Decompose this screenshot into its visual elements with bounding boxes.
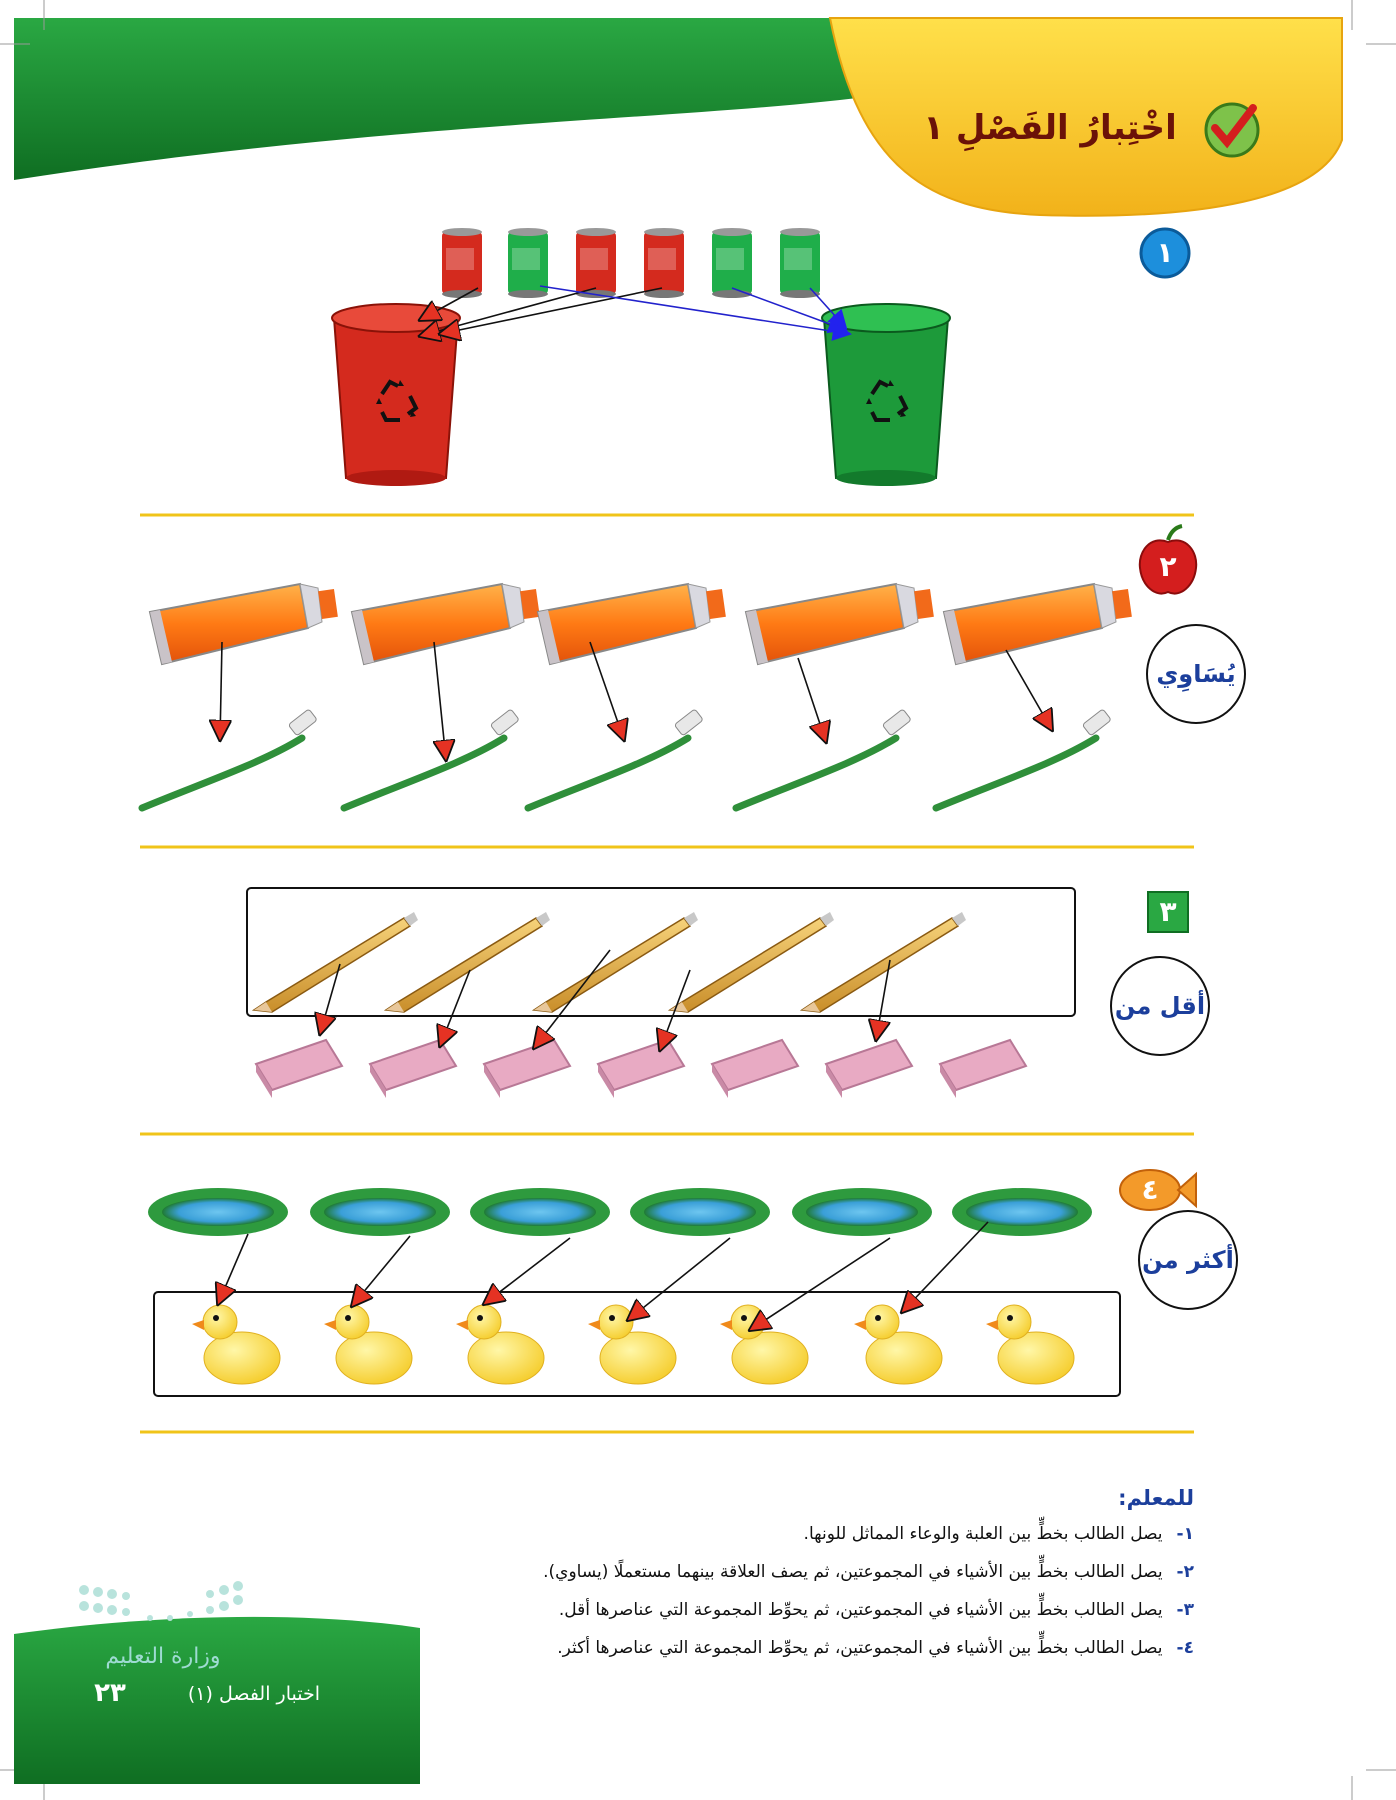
page-title: اخْتِبارُ الفَصْلِ ١ <box>923 108 1177 148</box>
can-green-1 <box>508 228 548 298</box>
q2-answer-lines <box>220 642 1052 760</box>
note-text: يصل الطالب بخطٍّ بين العلبة والوعاء المماثل للونها. <box>803 1524 1163 1544</box>
teacher-notes-title: للمعلم: <box>1118 1486 1194 1510</box>
green-recycle-bin <box>822 304 950 486</box>
can-red-2 <box>576 228 616 298</box>
toothbrush-row <box>142 709 1111 808</box>
question-number-2: ٢ <box>1159 550 1177 583</box>
eraser-row <box>256 1040 1026 1098</box>
pencil-group-box <box>247 888 1075 1016</box>
note-text: يصل الطالب بخطٍّ بين الأشياء في المجموعتين، ثم يحوِّط المجموعة التي عناصرها أقل. <box>558 1600 1163 1620</box>
note-text: يصل الطالب بخطٍّ بين الأشياء في المجموعتين، ثم يصف العلاقة بينهما مستعملًا (يساوي). <box>543 1562 1163 1582</box>
top-green-banner <box>14 18 880 180</box>
teacher-note-1 <box>434 1524 1194 1556</box>
can-green-2 <box>712 228 752 298</box>
question-number-4: ٤ <box>1141 1173 1159 1206</box>
pond-row <box>148 1188 1092 1236</box>
relation-more-than: أكثر من <box>1138 1210 1238 1310</box>
footer-chapter-label: اختبار الفصل (١) <box>187 1683 320 1705</box>
ministry-logo-dots <box>79 1581 243 1621</box>
toothpaste-row <box>150 584 1132 664</box>
ministry-logo-text: وزارة التعليم <box>105 1644 221 1669</box>
question-number-1: ١ <box>1156 236 1174 269</box>
note-number: ٤- <box>1176 1638 1194 1658</box>
can-red-1 <box>442 228 482 298</box>
teacher-note-3 <box>434 1600 1194 1632</box>
relation-equal: يُسَاوِي <box>1146 624 1246 724</box>
page-number: ٢٣ <box>94 1678 126 1708</box>
note-number: ١- <box>1176 1524 1194 1544</box>
question-number-3: ٣ <box>1159 895 1177 928</box>
cans-row <box>442 228 820 298</box>
can-green-3 <box>780 228 820 298</box>
note-number: ٣- <box>1176 1600 1194 1620</box>
red-recycle-bin <box>332 304 460 486</box>
teacher-note-2 <box>434 1562 1194 1594</box>
note-number: ٢- <box>1176 1562 1194 1582</box>
relation-less-than: أقل من <box>1110 956 1210 1056</box>
teacher-note-4 <box>434 1638 1194 1670</box>
section-dividers <box>140 515 1194 1432</box>
note-text: يصل الطالب بخطٍّ بين الأشياء في المجموعتين، ثم يحوِّط المجموعة التي عناصرها أكثر. <box>557 1638 1163 1658</box>
pencil-row <box>254 912 966 1012</box>
check-badge-icon <box>1206 104 1258 156</box>
can-red-3 <box>644 228 684 298</box>
